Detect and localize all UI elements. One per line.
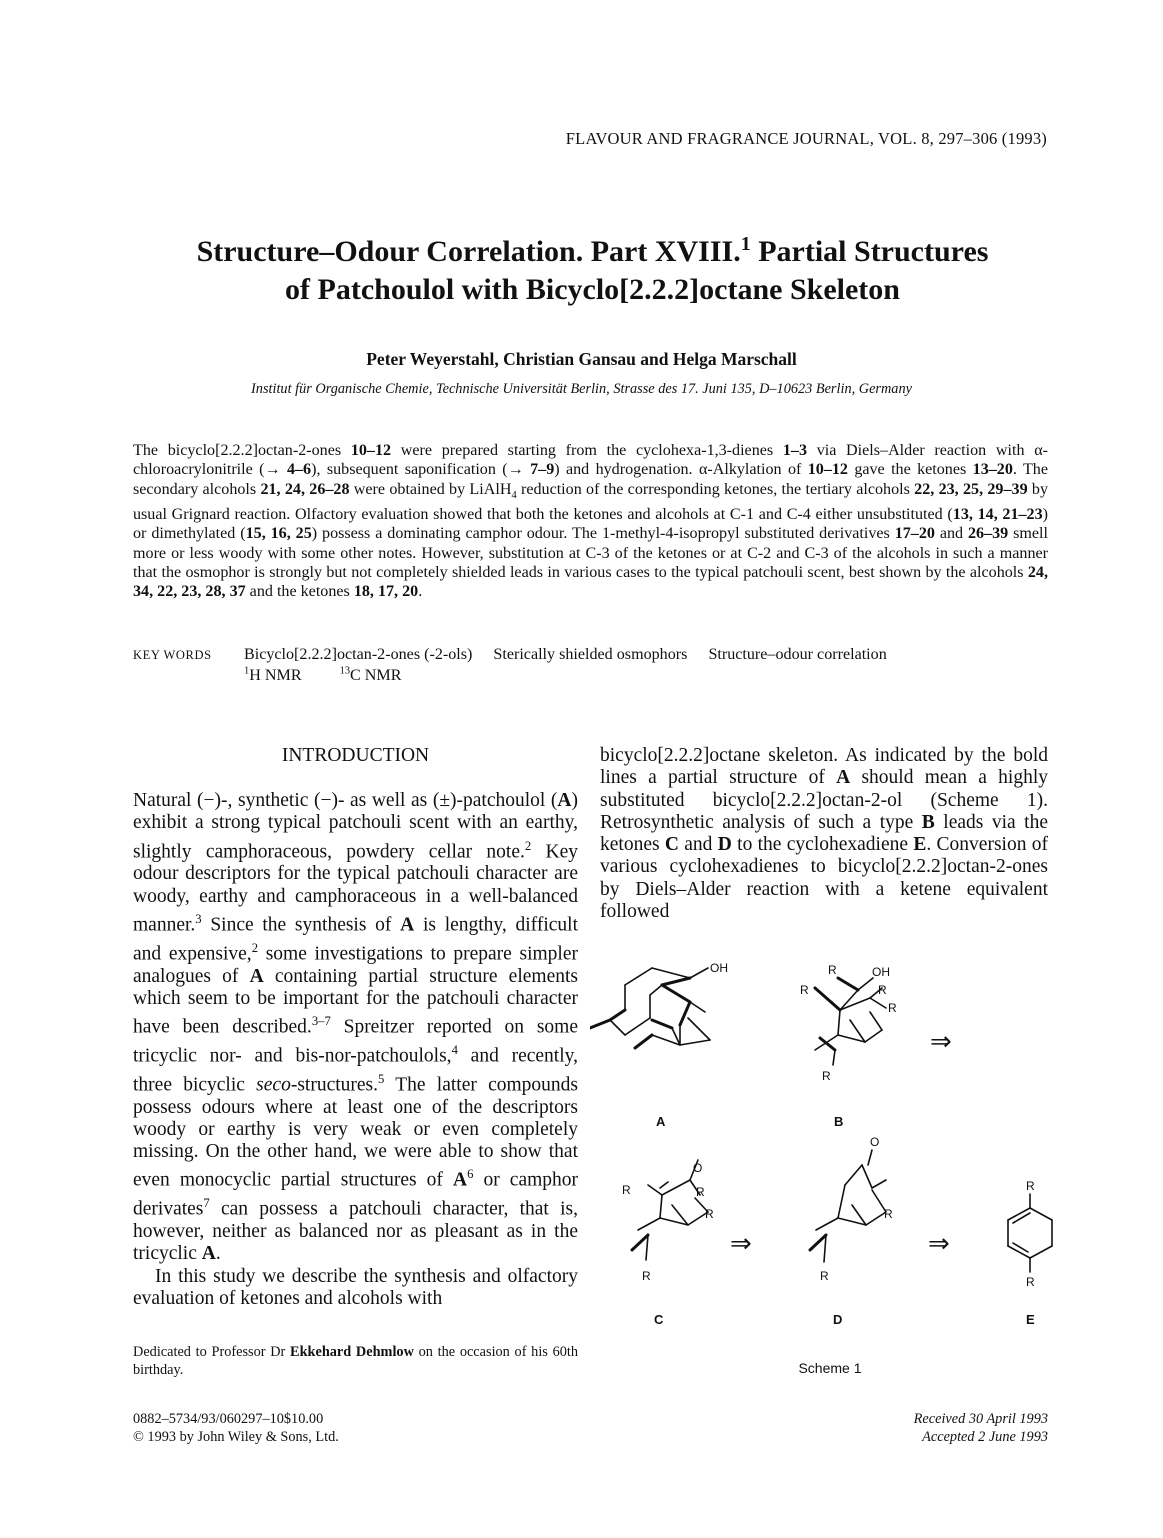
atom-label-r: R: [1026, 1275, 1035, 1289]
atom-label-r: R: [1026, 1179, 1035, 1193]
atom-label-r: R: [828, 963, 837, 977]
body-column-left: [133, 790, 578, 1310]
atom-label-oh: OH: [872, 965, 890, 979]
keyword-item: Bicyclo[2.2.2]octan-2-ones (-2-ols): [244, 646, 473, 663]
copyright-code: 0882–5734/93/060297–10$10.00: [133, 1411, 324, 1427]
article-title: [100, 233, 1085, 309]
title-line1: Structure–Odour Correlation. Part XVIII.$^1$ Partial Structures: [196, 233, 989, 268]
structure-e: [1008, 1194, 1052, 1272]
received-date: Received 30 April 1993: [913, 1411, 1048, 1427]
atom-label-oh: OH: [710, 961, 728, 975]
atom-label-r: R: [884, 1207, 893, 1221]
copyright-line: © 1993 by John Wiley & Sons, Ltd.: [133, 1429, 339, 1445]
atom-label-r: R: [642, 1269, 651, 1283]
accepted-date: Accepted 2 June 1993: [922, 1429, 1048, 1445]
section-heading-introduction: INTRODUCTION: [281, 745, 430, 766]
authors: Peter Weyerstahl, Christian Gansau and Helga Marschall: [366, 349, 797, 369]
structure-label-d: D: [833, 1312, 843, 1327]
journal-header: FLAVOUR AND FRAGRANCE JOURNAL, VOL. 8, 297–306 (1993): [565, 129, 1047, 148]
structure-label-b: B: [834, 1114, 844, 1129]
retrosynthesis-arrow: ⇒: [930, 1026, 952, 1056]
atom-label-r: R: [800, 983, 809, 997]
scheme-1-structures: [590, 950, 1060, 1340]
received-dates: [780, 1410, 1048, 1446]
structure-d: [810, 1150, 886, 1262]
atom-label-o: O: [870, 1135, 880, 1149]
atom-label-r: R: [878, 983, 887, 997]
affiliation: Institut für Organische Chemie, Technische Universität Berlin, Strasse des 17. Juni 135, D–10623 Berlin, Germany: [251, 381, 912, 397]
structure-label-c: C: [654, 1312, 664, 1327]
paragraph: In this study we describe the synthesis and olfactory evaluation of ketones and alcohols with: [133, 1265, 578, 1309]
atom-label-r: R: [696, 1185, 705, 1199]
keyword-item: $^1$H NMR: [244, 666, 302, 685]
structure-c: [632, 1160, 708, 1260]
title-line2: of Patchoulol with Bicyclo[2.2.2]octane Skeleton: [285, 273, 900, 306]
structure-label-a: A: [656, 1114, 666, 1129]
paragraph: Natural (−)-, synthetic (−)- as well as (±)-patchoulol (A) exhibit a strong typical patchouli scent with an earthy, slightly camphoraceous, powdery cellar note.$^2$ Key odour descriptors for the typical patchouli character are woody, earthy and camphoraceous in a well-balanced manner.$^3$ Since the synthesis of A is lengthy, difficult and expensive,$^2$ some investigations to prepare simpler analogues of A containing partial structure elements which seem to be important for the patchouli character have been described.$^{3-7}$ Spreitzer reported on some tricyclic nor- and bis-nor-patchoulols,$^4$ and recently, three bicyclic seco-structures.$^5$ The latter compounds possess odours where at least one of the descriptors woody or earthy is very weak or even completely missing. On the other hand, we were able to show that even monocyclic partial structures of $A^6$ or camphor derivates$^7$ can possess a patchouli character, that is, however, neither as balanced nor as pleasant as in the tricyclic A.: [133, 790, 579, 1265]
atom-label-r: R: [888, 1001, 897, 1015]
structure-b: [815, 978, 886, 1065]
abstract: The bicyclo[2.2.2]octan-2-ones 10–12 were prepared starting from the cyclohexa-1,3-dienes 1–3 via Diels–Alder reaction with α-chloroacrylonitrile (→ 4–6), subsequent saponification (→ 7–9) and hydrogenation. α-Alkylation of 10–12 gave the ketones 13–20. The secondary alcohols 21, 24, 26–28 were obtained by LiAlH$_4$ reduction of the corresponding ketones, the tertiary alcohols 22, 23, 25, 29–39 by usual Grignard reaction. Olfactory evaluation showed that both the ketones and alcohols at C-1 and C-4 either unsubstituted (13, 14, 21–23) or dimethylated (15, 16, 25) possess a dominating camphor odour. The 1-methyl-4-isopropyl substituted derivatives 17–20 and 26–39 smell more or less woody with some other notes. However, substitution at C-3 of the ketones or at C-2 and C-3 of the alcohols in such a manner that the osmophor is strongly but not completely shielded leads in various cases to the typical patchouli scent, best shown by the alcohols 24, 34, 22, 23, 28, 37 and the ketones 18, 17, 20.: [133, 442, 1049, 601]
keywords-row: [244, 646, 904, 663]
atom-label-r: R: [705, 1207, 714, 1221]
body-column-right: [600, 745, 1048, 923]
copyright: [133, 1410, 578, 1446]
atom-label-r: R: [820, 1269, 829, 1283]
structure-label-e: E: [1026, 1312, 1035, 1327]
keywords-nmr-row: [244, 663, 435, 684]
scheme-caption: Scheme 1: [798, 1360, 862, 1376]
keyword-item: Structure–odour correlation: [708, 646, 887, 663]
paragraph: bicyclo[2.2.2]octane skeleton. As indicated by the bold lines a partial structure of A should mean a highly substituted bicyclo[2.2.2]octan-2-ol (Scheme 1). Retrosynthetic analysis of such a type B leads via the ketones C and D to the cyclohexadiene E. Conversion of various cyclohexadienes to bicyclo[2.2.2]octan-2-ones by Diels–Alder reaction with a ketene equivalent followed: [600, 745, 1049, 923]
keyword-item: $^{13}$C NMR: [339, 666, 402, 685]
structure-a: [590, 968, 710, 1048]
retrosynthesis-arrow: ⇒: [730, 1228, 752, 1258]
retrosynthesis-arrow: ⇒: [928, 1228, 950, 1258]
atom-label-r: R: [822, 1069, 831, 1083]
keywords-label: KEY WORDS: [133, 648, 212, 662]
atom-label-r: R: [622, 1183, 631, 1197]
atom-label-o: O: [693, 1161, 703, 1175]
dedication: Dedicated to Professor Dr Ekkehard Dehmlow on the occasion of his 60th birthday.: [133, 1344, 578, 1378]
keyword-item: Sterically shielded osmophors: [493, 646, 688, 663]
